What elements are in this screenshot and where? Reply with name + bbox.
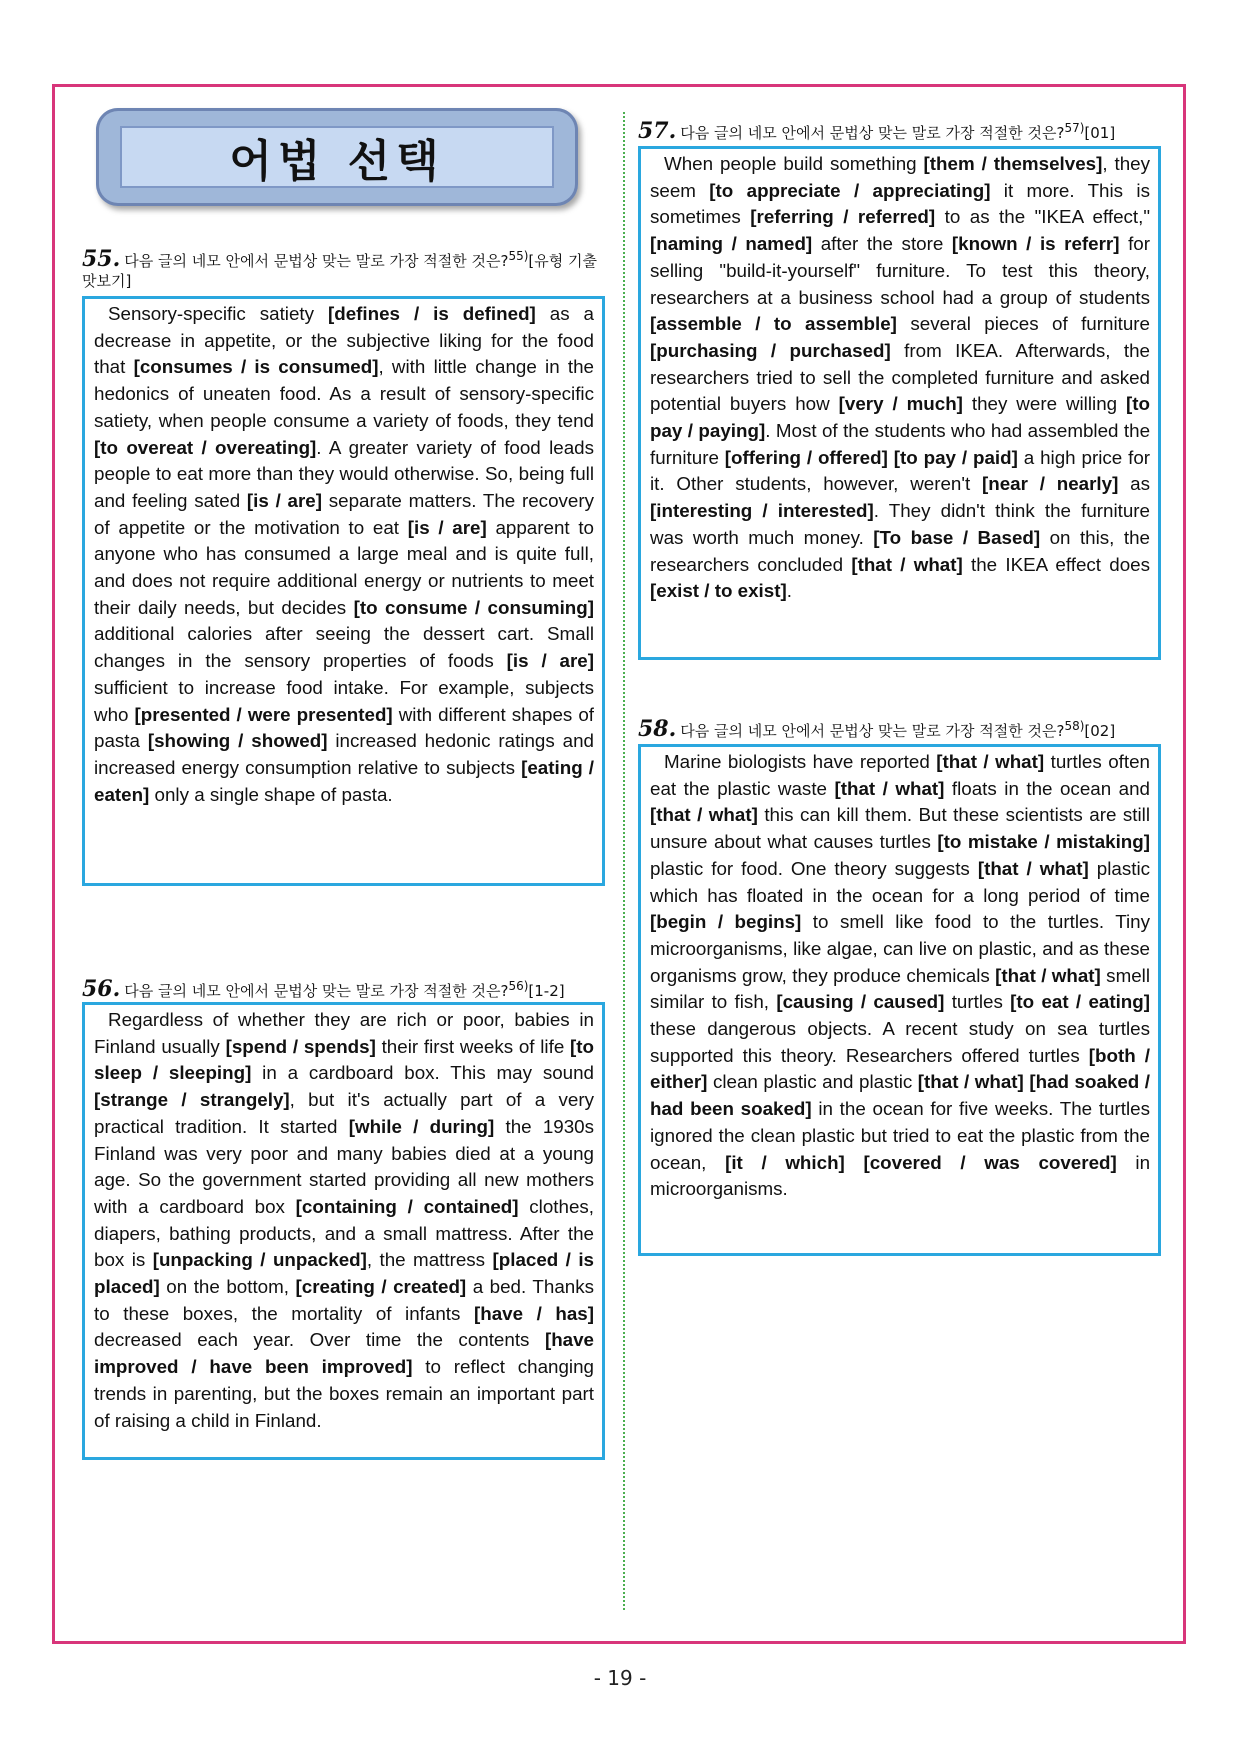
answer-choice: [it / which] xyxy=(725,1151,845,1173)
question-tag: [02] xyxy=(1084,722,1116,740)
question-tag: [1-2] xyxy=(528,982,565,1000)
answer-choice: [offering / offered] xyxy=(724,446,888,468)
answer-choice: [presented / were presented] xyxy=(134,703,393,725)
answer-choice: [covered / was covered] xyxy=(863,1151,1117,1173)
answer-choice: [begin / begins] xyxy=(650,911,802,933)
column-divider xyxy=(623,112,625,1610)
question-tag: [01] xyxy=(1084,124,1116,142)
answer-choice: [strange / strangely] xyxy=(94,1089,290,1111)
answer-choice: [to sleep / sleeping] xyxy=(94,1035,594,1084)
answer-choice: [to consume / consuming] xyxy=(353,596,594,618)
answer-choice: [showing / showed] xyxy=(147,730,328,752)
answer-choice: [defines / is defined] xyxy=(327,303,536,324)
page-number: - 19 - xyxy=(593,1666,647,1690)
question-57-title xyxy=(638,118,1158,143)
answer-choice: [is / are] xyxy=(246,489,323,511)
answer-choice: [interesting / interested] xyxy=(650,500,874,522)
answer-choice: [assemble / to assemble] xyxy=(650,313,897,335)
answer-choice: [referring / referred] xyxy=(750,206,936,228)
passage-text: When people build something [them / themselves], they seem [to appreciate / appreciating] it more. This is sometimes [referring / referred] to as the "IKEA effect," [naming / named] after the store [known / is referr] for selling "build-it-yourself" furniture. To test this theory, researchers at a business school had a group of students [assemble / to assemble] several pieces of furniture [purchasing / purchased] from IKEA. Afterwards, the researchers tried to sell the completed furniture and asked potential buyers how [very / much] they were willing [to pay / paying]. Most of the students who had assembled the furniture [offering / offered] [to pay / paid] a high price for it. Other students, however, weren't [near / nearly] as [interesting / interested]. They didn't think the furniture was worth much money. [To base / Based] on this, the researchers concluded [that / what] the IKEA effect does [exist / to exist]. xyxy=(650,153,1151,602)
answer-choice: [containing / contained] xyxy=(295,1195,519,1217)
question-number: 55. xyxy=(82,246,121,272)
answer-choice: [had soaked / had been soaked] xyxy=(650,1071,1151,1120)
answer-choice: [to pay / paid] xyxy=(893,446,1018,468)
answer-choice: [them / themselves] xyxy=(923,153,1103,174)
question-prompt: 다음 글의 네모 안에서 문법상 맞는 말로 가장 적절한 것은? xyxy=(680,124,1065,142)
question-tag: [유형 기출 맛보기] xyxy=(82,252,597,290)
answer-choice: [exist / to exist] xyxy=(650,580,787,602)
answer-choice: [that / what] xyxy=(917,1071,1024,1093)
answer-choice: [have improved / have been improved] xyxy=(94,1329,594,1378)
answer-choice: [To base / Based] xyxy=(873,526,1041,548)
answer-choice: [that / what] xyxy=(936,751,1045,772)
answer-choice: [is / are] xyxy=(506,650,594,672)
question-prompt: 다음 글의 네모 안에서 문법상 맞는 말로 가장 적절한 것은? xyxy=(680,722,1065,740)
passage-text: Marine biologists have reported [that / what] turtles often eat the plastic waste [that / what] floats in the ocean and [that / what] this can kill them. But these scientists are still unsure about what causes turtles [to mistake / mistaking] plastic for food. One theory suggests [that / what] plastic which has floated in the ocean for a long period of time [begin / begins] to smell like food to the turtles. Tiny microorganisms, like algae, can live on plastic, and as these organisms grow, they produce chemicals [that / what] smell similar to fish, [causing / caused] turtles [to eat / eating] these dangerous objects. A recent study on sea turtles supported this theory. Researchers offered turtles [both / either] clean plastic and plastic [that / what] [had soaked / had been soaked] in the ocean for five weeks. The turtles ignored the clean plastic but tried to eat the plastic from the ocean, [it / which] [covered / was covered] in microorganisms. xyxy=(650,751,1151,1200)
section-title: 어법 선택 xyxy=(229,136,445,187)
answer-choice: [to eat / eating] xyxy=(1010,991,1151,1013)
question-number: 56. xyxy=(82,976,121,1002)
answer-choice: [eating / eaten] xyxy=(94,756,594,805)
answer-choice: [that / what] xyxy=(995,964,1101,986)
passage-text: Regardless of whether they are rich or poor, babies in Finland usually [spend / spends] their first weeks of life [to sleep / sleeping] in a cardboard box. This may sound [strange / strangely], but it's actually part of a very practical tradition. It started [while / during] the 1930s Finland was very poor and many babies died at a young age. So the government started providing all new mothers with a cardboard box [containing / contained] clothes, diapers, bathing products, and a small mattress. After the box is [unpacking / unpacked], the mattress [placed / is placed] on the bottom, [creating / created] a bed. Thanks to these boxes, the mortality of infants [have / has] decreased each year. Over time the contents [have improved / have been improved] to reflect changing trends in parenting, but the boxes remain an important part of raising a child in Finland. xyxy=(94,1009,595,1431)
question-number: 57. xyxy=(638,118,677,144)
answer-choice: [that / what] xyxy=(851,553,963,575)
passage-box-55 xyxy=(82,296,605,886)
answer-choice: [that / what] xyxy=(977,857,1089,879)
passage-box-58 xyxy=(638,744,1161,1256)
answer-choice: [placed / is placed] xyxy=(94,1249,594,1298)
question-prompt: 다음 글의 네모 안에서 문법상 맞는 말로 가장 적절한 것은? xyxy=(124,982,509,1000)
answer-choice: [creating / created] xyxy=(295,1276,467,1298)
answer-choice: [is / are] xyxy=(407,516,487,538)
answer-choice: [spend / spends] xyxy=(225,1035,376,1057)
question-prompt: 다음 글의 네모 안에서 문법상 맞는 말로 가장 적절한 것은? xyxy=(124,252,509,270)
answer-choice: [known / is referr] xyxy=(951,233,1120,255)
passage-text: Sensory-specific satiety [defines / is defined] as a decrease in appetite, or the subjective liking for the food that [consumes / is consumed], with little change in the hedonics of uneaten food. As a result of sensory-specific satiety, when people consume a variety of foods, they tend [to overeat / overeating]. A greater variety of food leads people to eat more than they would otherwise. So, being full and feeling sated [is / are] separate matters. The recovery of appetite or the motivation to eat [is / are] apparent to anyone who has consumed a large meal and is quite full, and does not require additional energy or nutrients to meet their daily needs, but decides [to consume / consuming] additional calories after seeing the dessert cart. Small changes in the sensory properties of foods [is / are] sufficient to increase food intake. For example, subjects who [presented / were presented] with different shapes of pasta [showing / showed] increased hedonic ratings and increased energy consumption relative to subjects [eating / eaten] only a single shape of pasta. xyxy=(94,303,595,805)
answer-choice: [naming / named] xyxy=(650,233,813,255)
answer-choice: [purchasing / purchased] xyxy=(650,339,891,361)
answer-choice: [have / has] xyxy=(473,1302,594,1324)
passage-box-57 xyxy=(638,146,1161,660)
answer-choice: [very / much] xyxy=(838,393,963,415)
footnote-ref: 57) xyxy=(1064,121,1085,135)
passage-box-56 xyxy=(82,1002,605,1460)
question-56-title xyxy=(82,976,608,1001)
answer-choice: [both / either] xyxy=(650,1044,1150,1093)
answer-choice: [to overeat / overeating] xyxy=(94,436,317,458)
footnote-ref: 56) xyxy=(508,979,529,993)
answer-choice: [that / what] xyxy=(650,804,758,826)
answer-choice: [to pay / paying] xyxy=(650,393,1150,442)
answer-choice: [to mistake / mistaking] xyxy=(937,831,1150,853)
answer-choice: [consumes / is consumed] xyxy=(133,356,379,378)
answer-choice: [near / nearly] xyxy=(981,473,1119,495)
question-number: 58. xyxy=(638,716,677,742)
footnote-ref: 55) xyxy=(508,249,529,263)
section-banner-inner xyxy=(120,126,554,188)
section-banner xyxy=(96,108,578,206)
answer-choice: [causing / caused] xyxy=(776,991,945,1013)
answer-choice: [to appreciate / appreciating] xyxy=(709,179,991,201)
answer-choice: [while / during] xyxy=(348,1115,495,1137)
footnote-ref: 58) xyxy=(1064,719,1085,733)
answer-choice: [unpacking / unpacked] xyxy=(152,1249,367,1271)
question-55-title xyxy=(82,246,608,291)
answer-choice: [that / what] xyxy=(834,777,945,799)
question-58-title xyxy=(638,716,1158,741)
